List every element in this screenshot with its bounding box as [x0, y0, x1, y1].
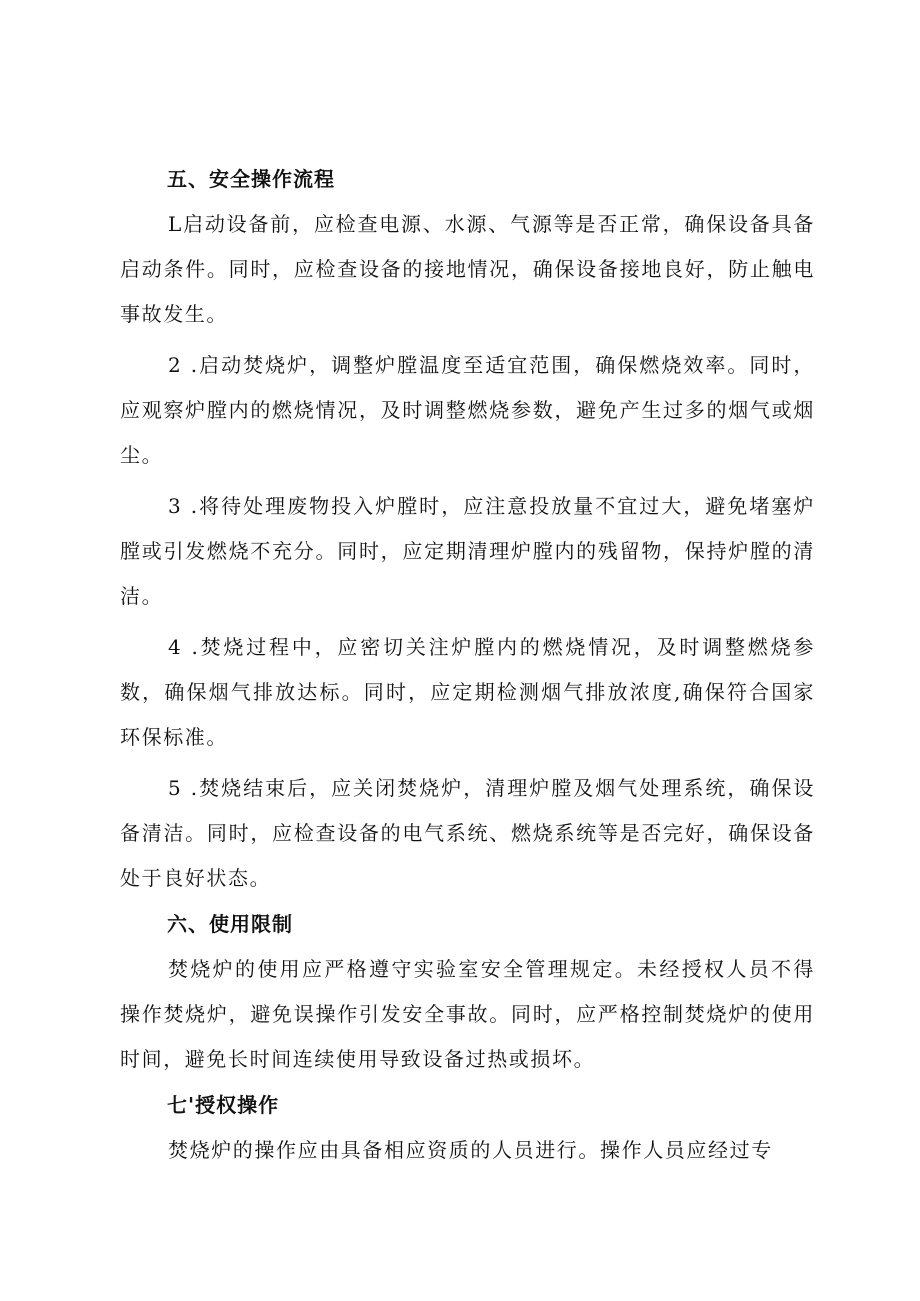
paragraph-step-5: 5 .焚烧结束后，应关闭焚烧炉，清理炉膛及烟气处理系统，确保设备清洁。同时，应检查设备的电气系统、燃烧系统等是否完好，确保设备处于良好状态。 — [120, 776, 815, 890]
section-heading-safety-procedure: 五、安全操作流程 — [167, 167, 335, 191]
paragraph-step-3: 3 .将待处理废物投入炉膛时，应注意投放量不宜过大，避免堵塞炉膛或引发燃烧不充分。同时，应定期清理炉膛内的残留物，保持炉膛的清洁。 — [120, 494, 815, 608]
paragraph-authorized-operation: 焚烧炉的操作应由具备相应资质的人员进行。操作人员应经过专 — [168, 1138, 773, 1162]
section-heading-usage-limits: 六、使用限制 — [167, 912, 293, 936]
document-body — [120, 156, 815, 1173]
paragraph-step-2: 2 .启动焚烧炉，调整炉膛温度至适宜范围，确保燃烧效率。同时，应观察炉膛内的燃烧情况，及时调整燃烧参数，避免产生过多的烟气或烟尘。 — [120, 353, 815, 467]
paragraph-usage-limits: 焚烧炉的使用应严格遵守实验室安全管理规定。未经授权人员不得操作焚烧炉，避免误操作引发安全事故。同时，应严格控制焚烧炉的使用时间，避免长时间连续使用导致设备过热或损坏。 — [120, 957, 815, 1071]
paragraph-step-1: L启动设备前，应检查电源、水源、气源等是否正常，确保设备具备启动条件。同时，应检查设备的接地情况，确保设备接地良好，防止触电事故发生。 — [120, 212, 815, 326]
section-heading-authorized-operation: 七'授权操作 — [167, 1093, 280, 1117]
paragraph-step-4: 4 .焚烧过程中，应密切关注炉膛内的燃烧情况，及时调整燃烧参数，确保烟气排放达标。同时，应定期检测烟气排放浓度,确保符合国家环保标准。 — [120, 635, 815, 749]
